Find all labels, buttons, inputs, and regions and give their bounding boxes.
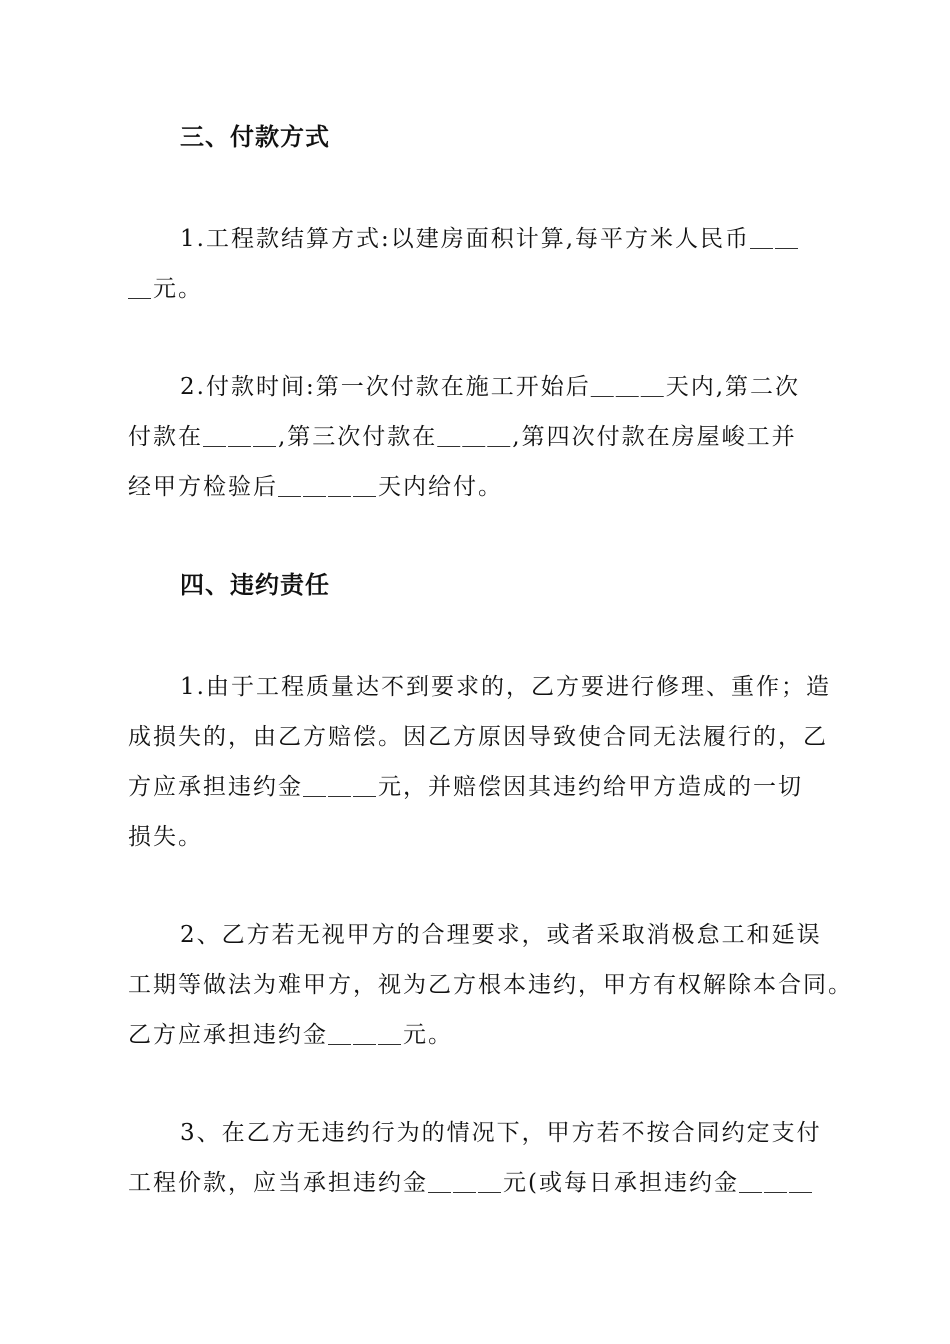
paragraph-line: 3、在乙方无违约行为的情况下，甲方若不按合同约定支付	[180, 1120, 822, 1146]
payment-item-1	[128, 214, 828, 314]
paragraph-line: 工程价款，应当承担违约金＿＿＿元(或每日承担违约金＿＿＿	[128, 1170, 814, 1196]
liability-item-3	[128, 1108, 828, 1208]
section-heading-payment: 三、付款方式	[180, 123, 330, 151]
paragraph-line: 1.工程款结算方式:以建房面积计算,每平方米人民币＿＿	[180, 226, 801, 252]
paragraph-line: 损失。	[128, 824, 203, 850]
paragraph-line: 乙方应承担违约金＿＿＿元。	[128, 1022, 453, 1048]
paragraph-line: 成损失的，由乙方赔偿。因乙方原因导致使合同无法履行的，乙	[128, 724, 828, 750]
paragraph-line: 经甲方检验后＿＿＿＿天内给付。	[128, 474, 503, 500]
payment-item-2	[128, 362, 828, 512]
paragraph-line: 1.由于工程质量达不到要求的，乙方要进行修理、重作；造	[180, 674, 831, 700]
liability-item-1	[128, 662, 831, 862]
paragraph-line: 2、乙方若无视甲方的合理要求，或者采取消极怠工和延误	[180, 922, 822, 948]
paragraph-line: 付款在＿＿＿,第三次付款在＿＿＿,第四次付款在房屋峻工并	[128, 424, 797, 450]
paragraph-line: 2.付款时间:第一次付款在施工开始后＿＿＿天内,第二次	[180, 374, 801, 400]
liability-item-2	[128, 910, 853, 1060]
paragraph-line: 工期等做法为难甲方，视为乙方根本违约，甲方有权解除本合同。	[128, 972, 853, 998]
paragraph-line: ＿元。	[128, 276, 203, 302]
paragraph-line: 方应承担违约金＿＿＿元，并赔偿因其违约给甲方造成的一切	[128, 774, 803, 800]
section-heading-liability: 四、违约责任	[180, 571, 330, 599]
